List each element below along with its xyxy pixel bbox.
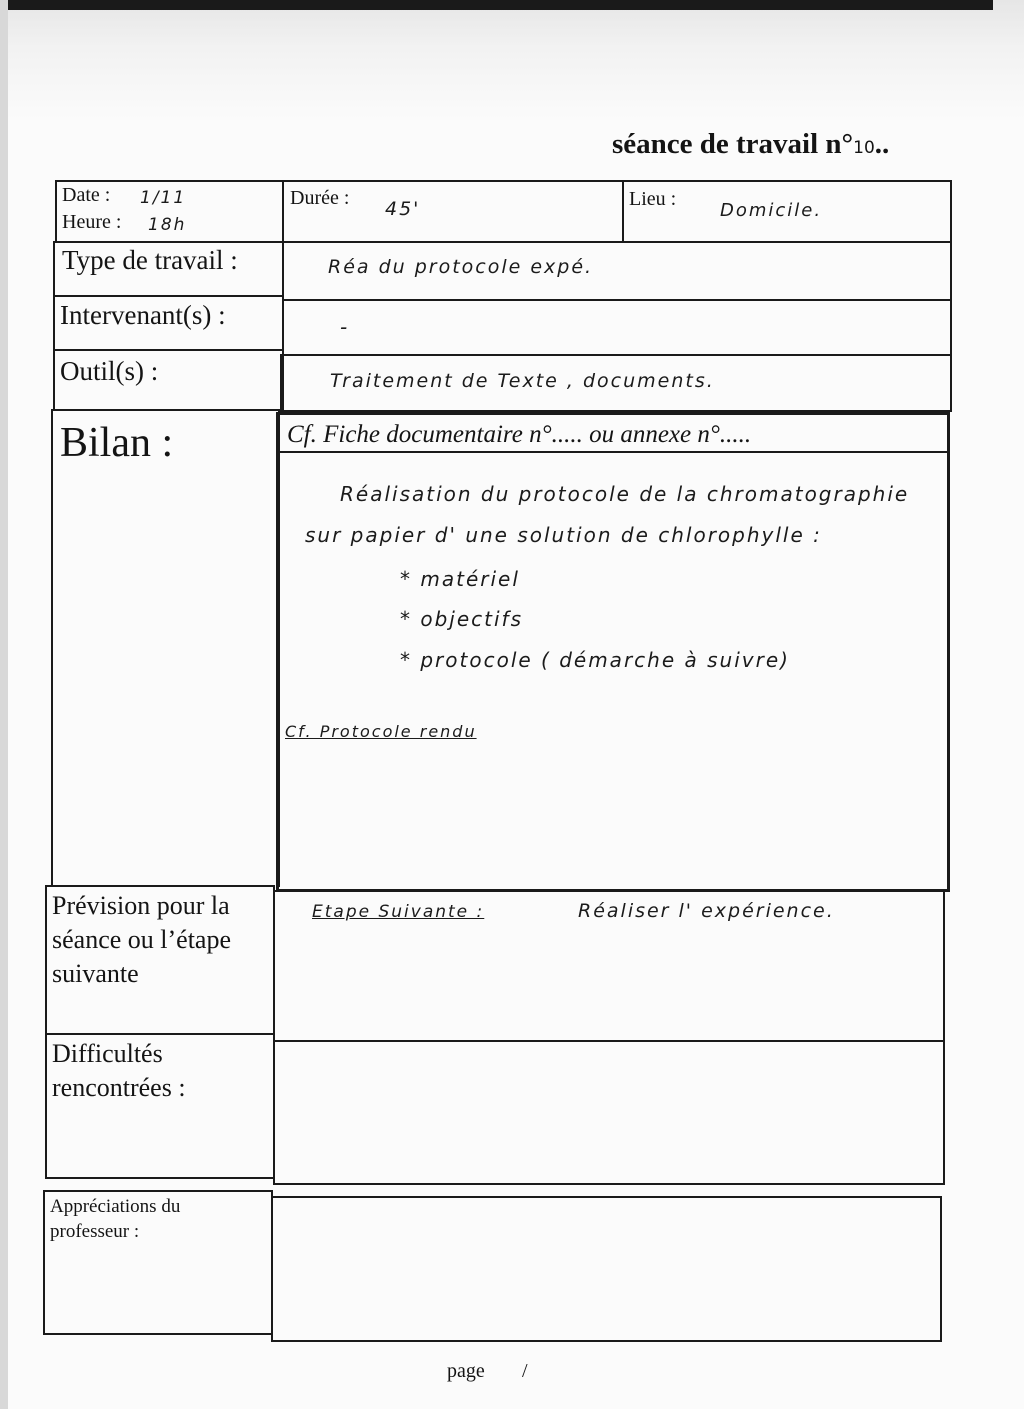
prevision-value: Réaliser l' expérience. [578, 900, 835, 922]
type-label: Type de travail : [62, 245, 238, 275]
type-value: Réa du protocole expé. [328, 256, 594, 278]
heure-label: Heure : [62, 211, 122, 233]
outils-value: Traitement de Texte , documents. [330, 370, 715, 392]
page-slash: / [522, 1360, 528, 1382]
date-value: 1/11 [140, 188, 187, 208]
intervenants-label: Intervenant(s) : [60, 300, 226, 330]
duree-label: Durée : [290, 187, 350, 209]
prevision-label-3: suivante [52, 959, 139, 988]
difficultes-label-2: rencontrées : [52, 1073, 186, 1102]
bilan-item-objectifs: * objectifs [400, 607, 524, 631]
title-label: séance de travail n° [612, 128, 854, 160]
difficultes-label-1: Difficultés [52, 1039, 163, 1068]
bilan-line-2: sur papier d' une solution de chlorophylle : [305, 523, 822, 547]
heure-value: 18h [148, 215, 187, 235]
scan-edge-left [0, 0, 8, 1409]
bilan-item-protocole: * protocole ( démarche à suivre) [400, 648, 790, 672]
page-title: séance de travail n°10.. [612, 128, 890, 160]
lieu-label: Lieu : [629, 188, 677, 210]
scan-bar-top [8, 0, 993, 10]
bilan-item-materiel: * matériel [400, 567, 520, 591]
bilan-reference-divider [279, 451, 947, 453]
prevision-label-1: Prévision pour la [52, 891, 230, 920]
duree-value: 45' [385, 198, 421, 220]
bilan-line-1: Réalisation du protocole de la chromatographie [340, 482, 910, 506]
outils-label: Outil(s) : [60, 356, 159, 386]
intervenants-value: - [340, 315, 350, 339]
difficultes-value-cell [273, 1040, 945, 1185]
intervenants-value-cell [282, 299, 952, 356]
scan-shading-top [0, 0, 1024, 120]
bilan-label-cell [51, 409, 280, 887]
bilan-note: Cf. Protocole rendu [285, 722, 477, 741]
appreciations-label-2: professeur : [50, 1221, 140, 1242]
lieu-value: Domicile. [720, 200, 823, 221]
prevision-label-2: séance ou l’étape [52, 925, 232, 954]
bilan-label: Bilan : [60, 420, 174, 466]
page-label: page [447, 1360, 485, 1382]
date-label: Date : [62, 184, 111, 206]
session-number: 10 [853, 138, 875, 158]
appreciations-value-cell [271, 1196, 942, 1342]
appreciations-label-1: Appréciations du [50, 1196, 181, 1217]
bilan-reference: Cf. Fiche documentaire n°..... ou annexe n°..... [287, 421, 752, 448]
prevision-value-label: Etape Suivante : [312, 902, 485, 922]
